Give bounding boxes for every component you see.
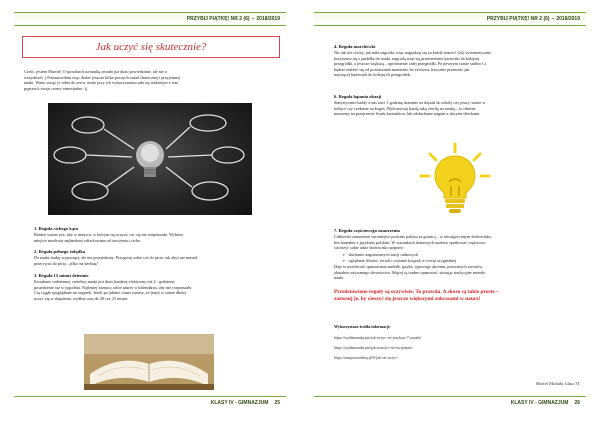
source-link[interactable]: https://szybkanauka.pro/jak-uczyc-sie-jezykow-7-zasady/ <box>334 336 422 340</box>
page-number: 25 <box>274 400 280 406</box>
rule-4-heading: 4. Reguła marchewki <box>334 44 376 49</box>
intro-line: Cześć, jestem Marcin! O sposobach na naukę zostało już dużo powiedziane, ale nie o <box>24 69 167 74</box>
header-date: 2018/2019 <box>556 16 580 22</box>
header-date: 2018/2019 <box>256 16 280 22</box>
yellow-lightbulb-icon <box>418 142 492 216</box>
lightbulb-icon <box>136 141 164 177</box>
arrow-bullet-icon: ➢ <box>342 257 346 263</box>
highlight-line: Przedstawione reguły są oczywiste. To prawda. A skoro są takie proste – <box>334 289 499 295</box>
bullet-text: słuchanie zagranicznych stacji radiowych <box>348 252 419 257</box>
left-footer-bar <box>14 396 286 410</box>
rule-2-heading: 2. Reguła pełnego żołądka <box>34 249 86 254</box>
right-header-bar: PRZYBIJ PIĄTKĘ! NR 2 (6) – 2018/2019 <box>314 12 586 26</box>
left-page <box>14 12 286 410</box>
intro-line: wszystkich :) Postanowiłam więc dodać jeszcze kilka prostych zasad skutecznej i przyjemnej <box>24 74 181 80</box>
rule-4-line: najwięcej karteczek do kolejnych przegródek. <box>334 72 411 78</box>
header-title: PRZYBIJ PIĄTKĘ! NR 2 (6) <box>186 16 250 22</box>
bullet-item <box>334 258 580 264</box>
rule-6-line: momenty na przejrzenie fiszek kartonikow lub odsłuchanie nagrań z obcymi słówkami. <box>334 111 481 117</box>
rule-1-heading: 1. Reguła cichego kąta <box>34 226 78 231</box>
rule-3-line: Cię ciągłe spoglądanie na zegarek. Jeżeli po jakimś czasie uznasz, że jesteś w stanie dłużej <box>34 290 187 296</box>
highlight-line: zastosuj je, by cieszyć się jeszcze większymi sukcesami w nauce! <box>334 296 481 303</box>
right-page <box>314 12 586 410</box>
rule-3-heading: 3. Reguła 15 minut dziennie <box>34 273 89 278</box>
bullet-text: oglądanie filmów, seriali i czytanie książek w wersji oryginalnej <box>348 257 457 263</box>
rule-7-after <box>334 264 580 281</box>
rule-6-text <box>334 100 580 117</box>
sources-heading: Wykorzystane źródła informacji: <box>334 324 391 329</box>
arrow-bullet-icon: ➢ <box>342 252 346 257</box>
right-footer-bar <box>314 396 586 410</box>
rule-4-line: Nic tak nie cieszy, jak miła nagroda, więc nagradzaj się za każdy sukces! Gdy systematycznie <box>334 50 492 55</box>
source-link[interactable]: https://uniqueacademy.pl/8-jak-sie-uczyc/ <box>334 356 398 360</box>
rule-4-line: będzie zależeć się od powtarzania materiału, bo zechcesz fizycznie przenosić jak <box>334 66 470 72</box>
chalk-drawing <box>48 103 252 215</box>
rule-7-line: Całkowite zanurzenie ma miejsce podczas pobytu za granicą – w obcojęzycznym środowisku, <box>334 234 492 239</box>
lightbulb-chalk-photo <box>48 103 252 215</box>
rule-1-line: miejsce możliwie najbardziej odizolowane od otoczenia i ciche. <box>34 237 141 243</box>
rule-4-text <box>334 50 580 78</box>
rule-1-line: Bardzo ważne jest, aby w miejscu, w którym się uczysz, nic cię nie rozpraszało. Wybierz <box>34 232 184 237</box>
rule-7-after-line: nauki. <box>334 275 345 281</box>
source-link[interactable]: https://szybkanauka.pro/jak-nauczyc-sie-na-pamiec/ <box>334 346 414 350</box>
rule-4-line: przegródki, a jeszcze większą – opróżnienie całej przegródki. Po pewnym czasie sradeo Ci <box>334 61 487 67</box>
rule-2-text <box>34 255 274 266</box>
left-header-bar: PRZYBIJ PIĄTKĘ! NR 2 (6) – 2018/2019 <box>14 12 286 26</box>
rule-6-heading: 6. Reguła łapania okazji <box>334 94 382 99</box>
author-signature: Marcel Michała, klasa 3T <box>535 381 580 386</box>
intro-line: poprawić swoje oceny semestralne :)) <box>24 85 88 91</box>
intro-line: nauki. Warto wziąć je sobie do serca, może przy ich wykorzystaniu uda się niektórym z was <box>24 80 179 86</box>
rule-7-heading: 7. Reguła częściowego zanurzenia <box>334 228 400 233</box>
intro-paragraph <box>24 69 280 91</box>
footer-text: KLASY IV - GIMNAZJUM <box>210 400 269 406</box>
rule-2-line: przerywać do picia, „tylko na herbatę”. <box>34 260 100 266</box>
page-number: 26 <box>574 400 580 406</box>
rule-4-line: korzystasz się z pudełka do nauki, nagrodą staje się przeniesienie karteczki do kolejnej <box>334 55 480 61</box>
rule-7-bullets <box>334 252 580 263</box>
rule-7-line: stworzyć sobie takie środowisko poprzez: <box>334 245 405 251</box>
book-icon <box>84 334 214 390</box>
rule-3-line: posiedzenie raz w tygodniu. Najlepiej zaznacz sobie zakres w kalendarzu, aby nie rozpraszało <box>34 284 192 290</box>
open-book-photo <box>84 334 214 390</box>
rule-6-line: Statystycznie każdy z nas traci 1 godzinę dziennie na dojazd do szkoły czy pracy, stanie w <box>334 100 486 105</box>
highlight-message <box>334 289 580 304</box>
footer-text: KLASY IV - GIMNAZJUM <box>510 400 569 406</box>
rule-1-text <box>34 232 274 243</box>
rule-3-line: uczyć się w skupieniu, wydłuż czas do 20 czy 25 minut. <box>34 295 128 301</box>
article-title: Jak uczyć się skutecznie? <box>22 36 280 58</box>
rule-3-line: Kwadrans codziennej, rzetelnej nauki jest dużo bardziej efektywny niż 2 - godzinne <box>34 279 175 284</box>
rule-2-line: Do nauki siadaj wypoczęty, ale nie przejedzony. Przygotuj sobie coś do picia, tak abyś nie musiał <box>34 255 198 260</box>
rule-3-text <box>34 279 274 301</box>
rule-7-after-line: Daje to możliwość opanowania melodii języka, typowego akcentu, potocznych zwrotów, <box>334 264 484 269</box>
rule-7-after-line: aktualnie używanego słownictwa. Więcej tą trudno opanować, stosując tradycyjne metody <box>334 269 486 275</box>
rule-6-line: kolejce czy czekanie na kogoś. Wykorzystaj każdą taką chwilę na naukę – to idealne <box>334 105 476 111</box>
rule-7-line: bez kontaktu z językiem polskim. W warunkach domowych możesz spróbować częściowo <box>334 239 486 245</box>
header-title: PRZYBIJ PIĄTKĘ! NR 2 (6) <box>486 16 550 22</box>
rule-7-text <box>334 234 580 251</box>
